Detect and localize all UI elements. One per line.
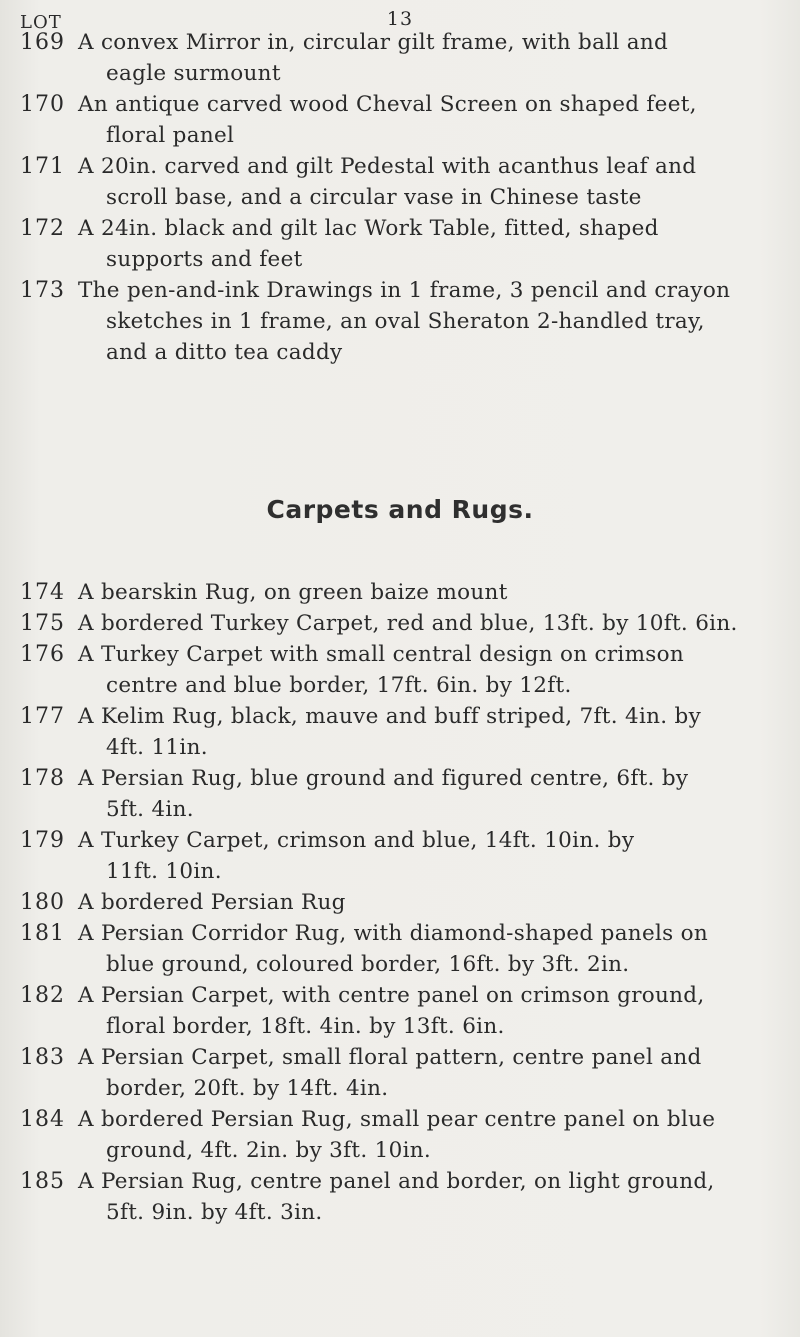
lot-description	[50, 980, 788, 1042]
lot-number: 176	[20, 642, 65, 667]
lot-number: 173	[20, 278, 65, 303]
lot-description	[50, 825, 788, 887]
lot-number: 174	[20, 580, 65, 605]
description-line: The pen-and-ink Drawings in 1 frame, 3 pencil and crayon	[78, 278, 731, 303]
lot-description	[50, 887, 788, 918]
lot-number: 177	[20, 704, 65, 729]
description-line: 11ft. 10in.	[106, 859, 222, 884]
lot-description	[50, 89, 788, 151]
lot-description	[50, 701, 788, 763]
lot-number: 185	[20, 1169, 65, 1194]
description-line: A bordered Turkey Carpet, red and blue, 13ft. by 10ft. 6in.	[78, 611, 738, 636]
description-line: A 20in. carved and gilt Pedestal with acanthus leaf and	[78, 154, 697, 179]
lot-number: 184	[20, 1107, 65, 1132]
description-line: scroll base, and a circular vase in Chinese taste	[106, 185, 642, 210]
description-line: A bearskin Rug, on green baize mount	[78, 580, 508, 605]
lot-description	[50, 27, 788, 89]
description-line: 4ft. 11in.	[106, 735, 208, 760]
description-line: sketches in 1 frame, an oval Sheraton 2-handled tray,	[106, 309, 705, 334]
lot-number: 178	[20, 766, 65, 791]
page-number: 13	[386, 8, 414, 30]
lot-number: 172	[20, 216, 65, 241]
description-line: A bordered Persian Rug	[78, 890, 346, 915]
lot-description	[50, 918, 788, 980]
description-line: A Persian Rug, blue ground and figured centre, 6ft. by	[78, 766, 689, 791]
lot-description	[50, 763, 788, 825]
description-line: A Persian Corridor Rug, with diamond-shaped panels on	[78, 921, 709, 946]
description-line: A Kelim Rug, black, mauve and buff striped, 7ft. 4in. by	[78, 704, 702, 729]
description-line: A Persian Carpet, with centre panel on crimson ground,	[78, 983, 705, 1008]
description-line: border, 20ft. by 14ft. 4in.	[106, 1076, 389, 1101]
description-line: blue ground, coloured border, 16ft. by 3ft. 2in.	[106, 952, 630, 977]
lot-description	[50, 608, 788, 639]
lot-description	[50, 577, 788, 608]
description-line: and a ditto tea caddy	[106, 340, 343, 365]
description-line: A convex Mirror in, circular gilt frame, with ball and	[78, 30, 669, 55]
description-line: centre and blue border, 17ft. 6in. by 12ft.	[106, 673, 572, 698]
description-line: 5ft. 4in.	[106, 797, 194, 822]
lot-description	[50, 1104, 788, 1166]
description-line: A Persian Carpet, small floral pattern, centre panel and	[78, 1045, 702, 1070]
lot-column-heading: LOT	[20, 12, 62, 33]
lot-number: 181	[20, 921, 65, 946]
lot-number: 175	[20, 611, 65, 636]
lot-description	[50, 639, 788, 701]
description-line: ground, 4ft. 2in. by 3ft. 10in.	[106, 1138, 432, 1163]
lot-description	[50, 275, 788, 368]
lot-number: 170	[20, 92, 65, 117]
description-line: A Turkey Carpet with small central design on crimson	[78, 642, 685, 667]
lot-description	[50, 1166, 788, 1228]
description-line: A Turkey Carpet, crimson and blue, 14ft. 10in. by	[78, 828, 635, 853]
description-line: 5ft. 9in. by 4ft. 3in.	[106, 1200, 323, 1225]
description-line: A bordered Persian Rug, small pear centre panel on blue	[78, 1107, 716, 1132]
lot-number: 169	[20, 30, 65, 55]
description-line: An antique carved wood Cheval Screen on shaped feet,	[78, 92, 697, 117]
description-line: floral panel	[106, 123, 235, 148]
lot-number: 180	[20, 890, 65, 915]
description-line: floral border, 18ft. 4in. by 13ft. 6in.	[106, 1014, 505, 1039]
description-line: A Persian Rug, centre panel and border, on light ground,	[78, 1169, 715, 1194]
lot-number: 183	[20, 1045, 65, 1070]
lot-number: 171	[20, 154, 65, 179]
lot-description	[50, 151, 788, 213]
lot-description	[50, 1042, 788, 1104]
description-line: supports and feet	[106, 247, 303, 272]
lot-description	[50, 213, 788, 275]
section-heading: Carpets and Rugs.	[266, 495, 534, 524]
lot-number: 179	[20, 828, 65, 853]
description-line: A 24in. black and gilt lac Work Table, fitted, shaped	[78, 216, 659, 241]
lot-number: 182	[20, 983, 65, 1008]
description-line: eagle surmount	[106, 61, 281, 86]
